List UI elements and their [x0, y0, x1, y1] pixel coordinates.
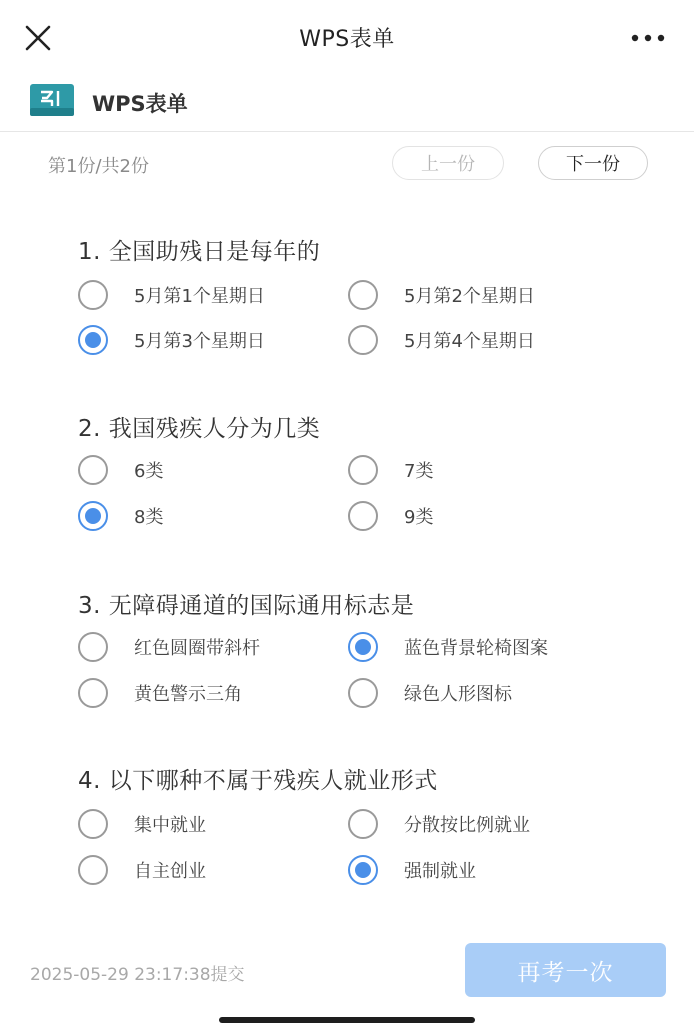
option-q2-b[interactable] [348, 455, 433, 485]
question-title: 4. 以下哪种不属于残疾人就业形式 [78, 768, 438, 794]
next-submission-button[interactable]: 下一份 [538, 146, 648, 180]
option-label: 7类 [404, 461, 434, 482]
radio-button[interactable] [348, 809, 378, 839]
radio-button[interactable] [78, 855, 108, 885]
option-q3-c[interactable] [78, 678, 242, 708]
option-q3-b[interactable] [348, 632, 548, 662]
radio-button[interactable] [348, 632, 378, 662]
option-label: 5月第1个星期日 [134, 286, 265, 307]
option-label: 强制就业 [404, 861, 476, 882]
retry-button[interactable]: 再考一次 [465, 943, 666, 997]
wps-form-logo-icon [30, 84, 74, 116]
option-q4-d[interactable] [348, 855, 476, 885]
option-label: 红色圆圈带斜杆 [134, 638, 260, 659]
option-label: 绿色人形图标 [404, 684, 512, 705]
option-label: 5月第2个星期日 [404, 286, 535, 307]
option-label: 集中就业 [134, 815, 206, 836]
radio-button[interactable] [348, 855, 378, 885]
option-q2-c[interactable] [78, 501, 163, 531]
option-q4-b[interactable] [348, 809, 530, 839]
brand-name: WPS表单 [92, 92, 188, 116]
brand-header [0, 78, 694, 132]
option-q3-d[interactable] [348, 678, 512, 708]
radio-button[interactable] [78, 501, 108, 531]
question-title: 2. 我国残疾人分为几类 [78, 416, 321, 442]
option-q1-a[interactable] [78, 280, 265, 310]
option-label: 分散按比例就业 [404, 815, 530, 836]
question-title: 3. 无障碍通道的国际通用标志是 [78, 593, 415, 619]
option-label: 黄色警示三角 [134, 684, 242, 705]
radio-button[interactable] [348, 455, 378, 485]
option-label: 8类 [134, 507, 164, 528]
question-title: 1. 全国助残日是每年的 [78, 239, 321, 265]
submission-pager [0, 132, 694, 194]
option-label: 6类 [134, 461, 164, 482]
radio-button[interactable] [78, 678, 108, 708]
option-q1-d[interactable] [348, 325, 535, 355]
footer-bar [0, 940, 694, 1000]
radio-button[interactable] [348, 678, 378, 708]
option-q4-a[interactable] [78, 809, 206, 839]
top-nav-bar [0, 0, 694, 78]
option-q1-b[interactable] [348, 280, 535, 310]
home-indicator[interactable] [219, 1017, 475, 1023]
option-label: 5月第3个星期日 [134, 331, 265, 352]
option-q2-a[interactable] [78, 455, 163, 485]
radio-button[interactable] [348, 280, 378, 310]
radio-button[interactable] [78, 280, 108, 310]
option-label: 蓝色背景轮椅图案 [404, 638, 548, 659]
radio-button[interactable] [348, 325, 378, 355]
submit-timestamp: 2025-05-29 23:17:38提交 [30, 965, 245, 985]
option-label: 自主创业 [134, 861, 206, 882]
option-label: 5月第4个星期日 [404, 331, 535, 352]
radio-button[interactable] [348, 501, 378, 531]
option-q2-d[interactable] [348, 501, 433, 531]
option-label: 9类 [404, 507, 434, 528]
option-q3-a[interactable] [78, 632, 260, 662]
option-q1-c[interactable] [78, 325, 265, 355]
radio-button[interactable] [78, 632, 108, 662]
more-icon [630, 33, 666, 43]
page-title: WPS表单 [299, 27, 395, 52]
option-q4-c[interactable] [78, 855, 206, 885]
radio-button[interactable] [78, 325, 108, 355]
prev-submission-button[interactable]: 上一份 [392, 146, 504, 180]
more-button[interactable] [628, 26, 668, 50]
radio-button[interactable] [78, 455, 108, 485]
radio-button[interactable] [78, 809, 108, 839]
pager-position-text: 第1份/共2份 [48, 156, 149, 177]
